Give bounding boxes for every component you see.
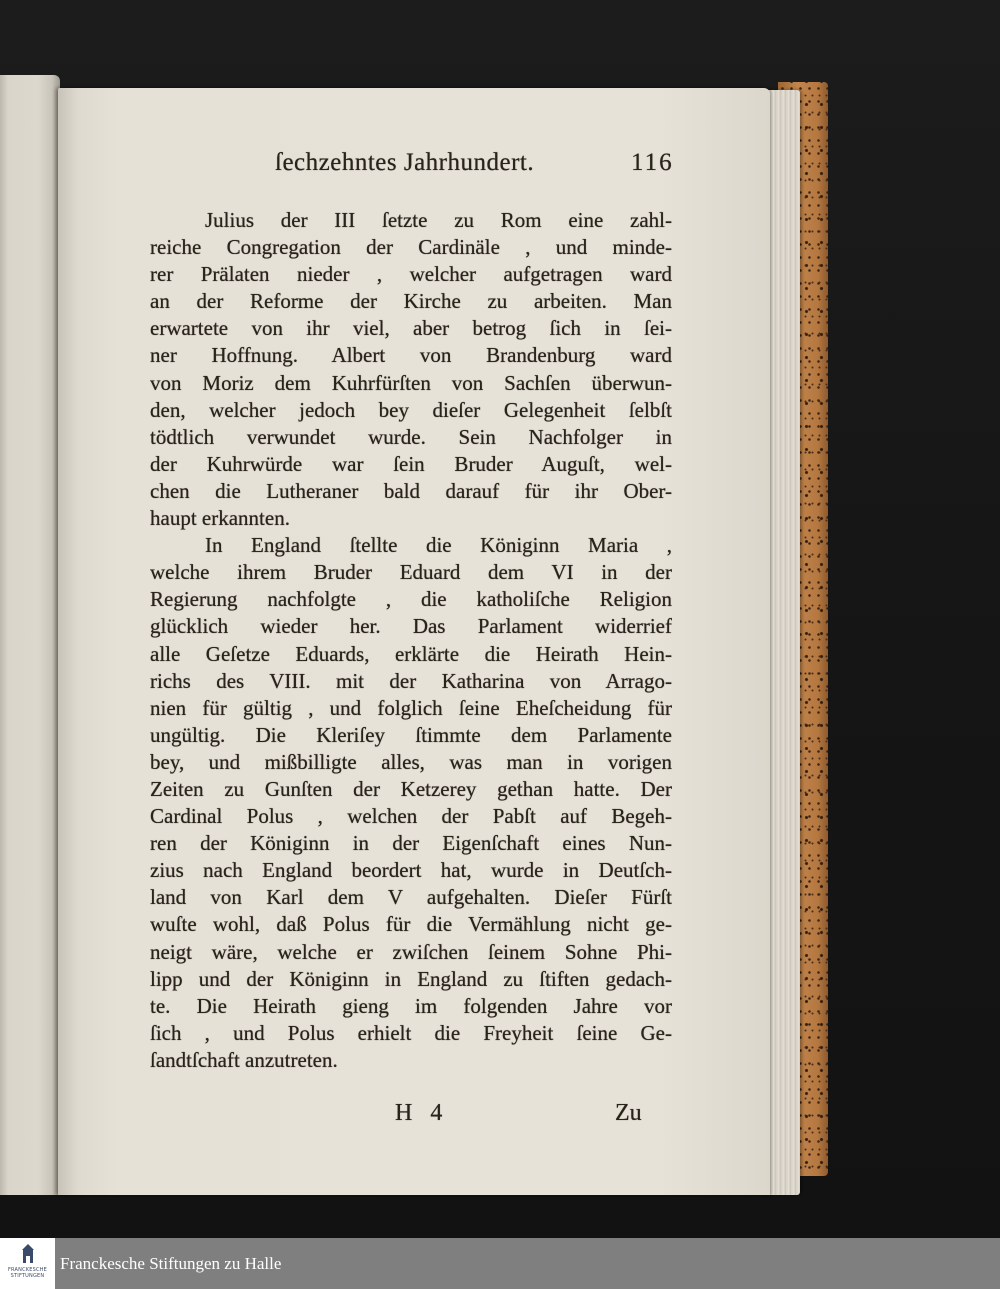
text-line: Julius der III ſetzte zu Rom eine zahl- [205,208,672,232]
text-line: ſandtſchaft anzutreten. [150,1047,338,1072]
logo-text-line-1: FRANCKESCHE [7,1267,48,1273]
text-line: lipp und der Königinn in England zu ſtiften gedach- [150,966,672,991]
paragraph-1 [150,207,672,532]
text-line: haupt erkannten. [150,506,290,531]
text-line: ner Hoffnung. Albert von Brandenburg ward [150,343,672,368]
text-line: land von Karl dem V aufgehalten. Dieſer Fürſt [150,885,672,910]
text-line: den, welcher jedoch bey dieſer Gelegenheit ſelbſt [150,397,672,422]
previous-page-edge [0,75,60,1195]
text-line: In England ſtellte die Königinn Maria , [205,533,672,558]
signature-mark: H 4 [395,1100,449,1126]
text-line: alle Geſetze Eduards, erklärte die Heirath Hein- [150,641,672,666]
text-line: chen die Lutheraner bald darauf für ihr Ober- [150,478,672,503]
institution-name: Franckesche Stiftungen zu Halle [60,1254,282,1273]
text-line: der Kuhrwürde war ſein Bruder Auguſt, wel- [150,451,672,476]
text-line: bey, und mißbilligte alles, was man in vorigen [150,749,672,774]
text-line: erwartete von ihr viel, aber betrog ſich in ſei- [150,316,672,341]
text-line: rer Prälaten nieder , welcher aufgetragen ward [150,262,672,287]
text-line: ungültig. Die Kleriſey ſtimmte dem Parlamente [150,722,672,747]
text-line: Zeiten zu Gunſten der Ketzerey gethan hatte. Der [150,776,672,801]
text-line: zius nach England beordert hat, wurde in Deutſch- [150,858,672,883]
logo-text-line-2: STIFTUNGEN [10,1273,45,1279]
text-line: Cardinal Polus , welchen der Pabſt auf Begeh- [150,804,672,829]
paragraph-2 [150,532,672,1074]
institution-logo [0,1238,55,1289]
text-line: ren der Königinn in der Eigenſchaft eines Nun- [150,831,672,856]
text-line: wuſte wohl, daß Polus für die Vermählung nicht ge- [150,912,672,937]
text-line: te. Die Heirath gieng im folgenden Jahre vor [150,993,672,1018]
running-head: ſechzehntes Jahrhundert. [275,149,535,176]
text-line: neigt wäre, welche er zwiſchen ſeinem Sohne Phi- [150,939,672,964]
text-line: an der Reforme der Kirche zu arbeiten. Man [150,289,672,314]
page-text [150,207,672,1074]
page-number: 116 [631,149,674,176]
text-line: Regierung nachfolgte , die katholiſche Religion [150,587,672,612]
catchword: Zu [615,1100,642,1126]
text-line: richs des VIII. mit der Katharina von Arrago- [150,668,672,693]
text-line: glücklich wieder her. Das Parlament widerrief [150,614,672,639]
text-line: nien für gültig , und folglich ſeine Eheſcheidung für [150,695,672,720]
text-line: von Moriz dem Kuhrfürſten von Sachſen überwun- [150,370,672,395]
footer-bar [0,1238,1000,1289]
text-line: reiche Congregation der Cardinäle , und minde- [150,235,672,260]
book-page [58,88,770,1195]
text-line: tödtlich verwundet wurde. Sein Nachfolger in [150,424,672,449]
text-line: welche ihrem Bruder Eduard dem VI in der [150,560,672,585]
text-line: ſich , und Polus erhielt die Freyheit ſeine Ge- [150,1020,672,1045]
building-icon [22,1244,34,1264]
